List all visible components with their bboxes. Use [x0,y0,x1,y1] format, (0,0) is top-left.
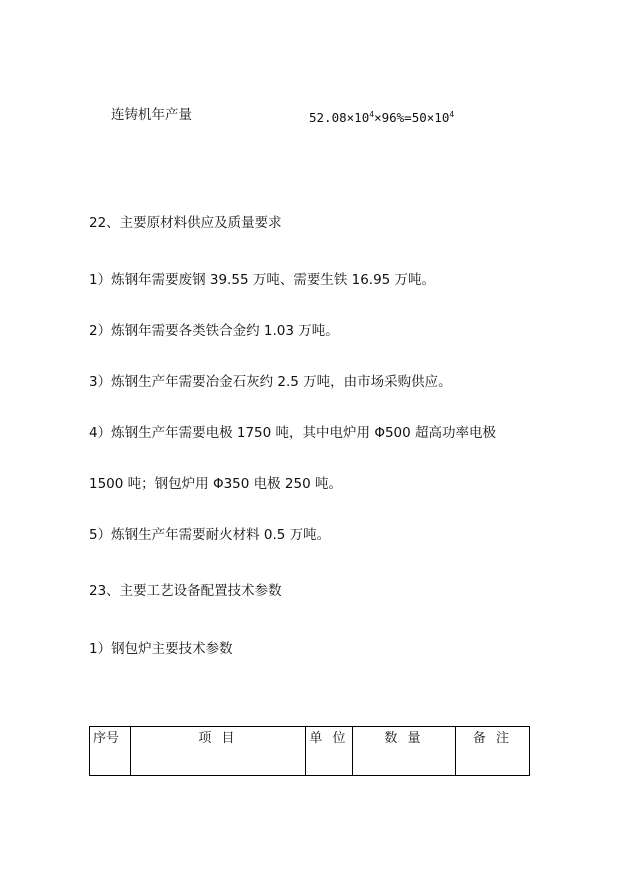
capacity-label: 连铸机年产量 [111,107,192,123]
capacity-formula: $52.08\times 10^4\times 96\%=50\times 10^4$ [309,110,455,125]
header-unit: 单 位 [306,727,353,776]
ladle-furnace-params-heading: 1）钢包炉主要技术参数 [89,641,233,657]
header-serial: 序号 [90,727,131,776]
material-item-2: 2）炼钢年需要各类铁合金约 1.03 万吨。 [89,323,339,339]
header-remarks: 备 注 [456,727,530,776]
parameters-table [89,726,530,776]
material-item-4-continued: 1500 吨；钢包炉用 Φ350 电极 250 吨。 [89,476,342,492]
material-item-3: 3）炼钢生产年需要冶金石灰约 2.5 万吨，由市场采购供应。 [89,374,452,390]
header-item: 项 目 [131,727,306,776]
header-quantity: 数 量 [353,727,456,776]
material-item-1: 1）炼钢年需要废钢 39.55 万吨、需要生铁 16.95 万吨。 [89,272,436,288]
table-header-row [90,727,530,776]
material-item-5: 5）炼钢生产年需要耐火材料 0.5 万吨。 [89,527,331,543]
material-item-4: 4）炼钢生产年需要电极 1750 吨，其中电炉用 Φ500 超高功率电极 [89,425,497,441]
section-23-heading: 23、主要工艺设备配置技术参数 [89,583,282,599]
section-22-heading: 22、主要原材料供应及质量要求 [89,215,282,231]
